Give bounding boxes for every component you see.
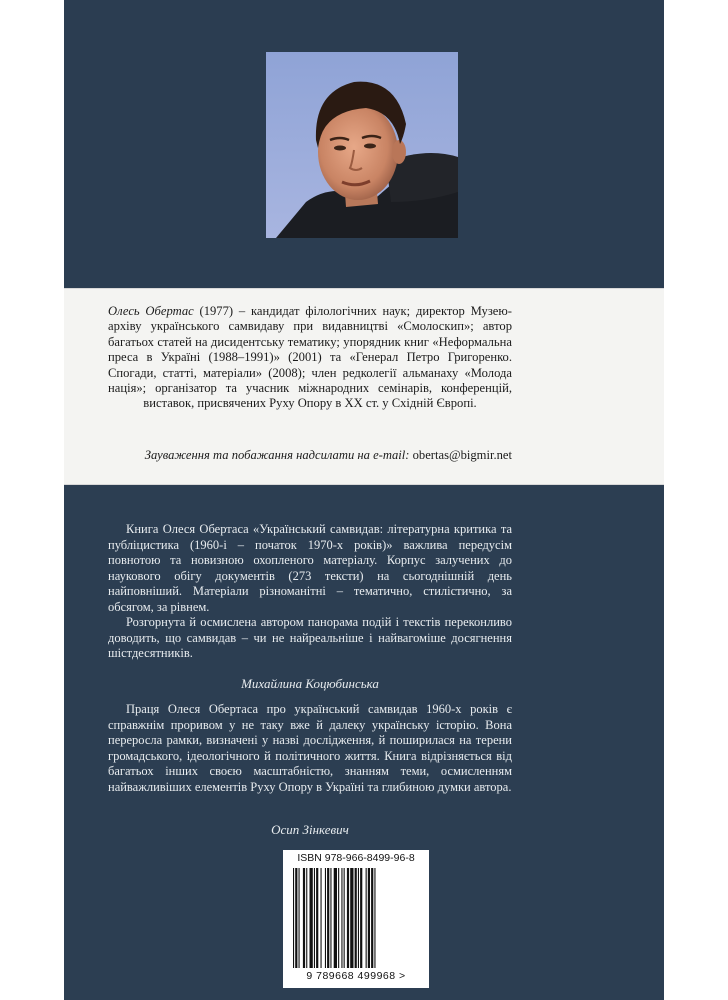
barcode-digits: 9 789668 499968 > xyxy=(306,970,406,982)
author-name: Олесь Обертас xyxy=(108,304,194,318)
author-portrait-image xyxy=(266,52,458,238)
review-1-signature: Михайлина Коцюбинська xyxy=(241,676,379,691)
contact-prompt: Зауваження та побажання надсилати на e-mail: xyxy=(144,448,410,462)
review-2-signature: Осип Зінкевич xyxy=(271,822,349,837)
review-1-paragraph-1: Книга Олеся Обертаса «Український самвидав: літературна критика та публіцистика (1960-і – початок 1970-х років)» важлива передусім повнотою та новизною охопленого матеріалу. Корпус залучених до наукового обігу документів (273 тексти) на сьогоднішній день найповніший. Матеріали різноманітні – тематично, стилістично, за обсягом, за рівнем. xyxy=(108,522,512,614)
contact-email[interactable]: obertas@bigmir.net xyxy=(412,448,512,462)
barcode-box xyxy=(283,850,429,988)
review-2-paragraph-1: Праця Олеся Обертаса про український самвидав 1960-х років є справжнім проривом у не таку вже й далеку українську історію. Вона переросла рамки, визначені у назві дослідження, й поширилася на терени громадського, ідеологічного й політичного життя. Книга відрізняється від багатьох інших своєю масштабністю, знанням теми, осмисленням найважливіших елементів Руху Опору в Україні та глибиною думки автора. xyxy=(108,702,512,794)
review-1-paragraph-2: Розгорнута й осмислена автором панорама подій і текстів переконливо доводить, що самвидав – чи не найреальніше і найвагоміше досягнення шістдесятників. xyxy=(108,615,512,660)
author-bio xyxy=(108,304,512,412)
review-2 xyxy=(108,702,512,795)
author-bio-text: (1977) – кандидат філологічних наук; директор Музею-архіву українського самвидаву при видавництві «Смолоскип»; автор багатьох статей на дисидентську тематику; упорядник книг «Неформальна преса в Україні (1988–1991)» (2001) та «Генерал Петро Григоренко. Спогади, статті, матеріали» (2008); член редколегії альманаху «Молода нація»; організатор та учасник міжнародних семінарів, конференцій, виставок, присвячених Руху Опору в XX ст. у Східній Європі. xyxy=(108,304,512,411)
barcode-bars xyxy=(293,868,421,968)
review-1 xyxy=(108,522,512,662)
contact-line xyxy=(108,448,512,463)
author-photo xyxy=(266,52,458,238)
isbn-label: ISBN 978-966-8499-96-8 xyxy=(297,852,415,864)
